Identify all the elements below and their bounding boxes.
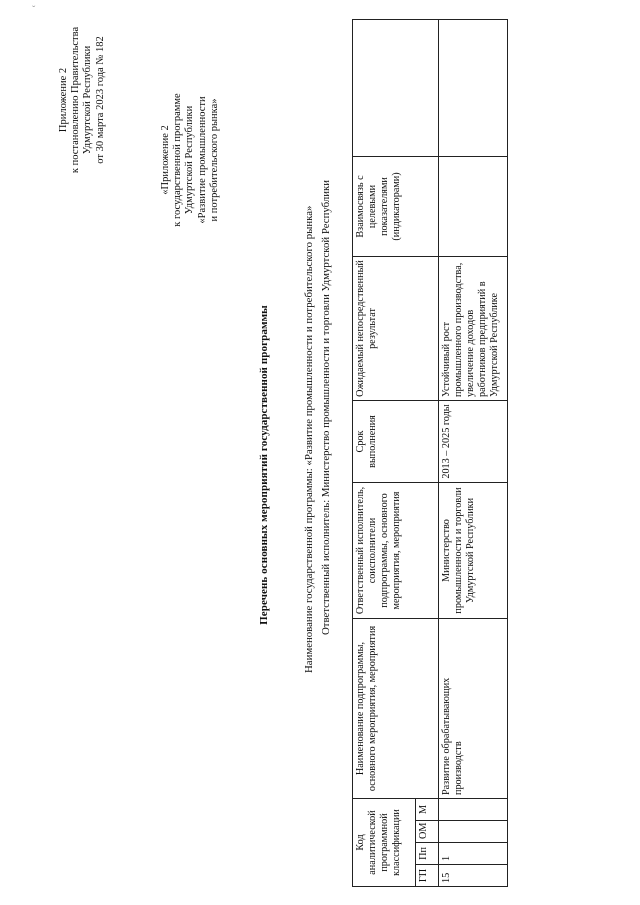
header-om: ОМ bbox=[416, 821, 439, 843]
table-header-row bbox=[353, 20, 416, 887]
program-name-line: Наименование государственной программы: «Развитие промышленности и потребительского рынка» bbox=[303, 205, 315, 673]
cell-responsible: Министерство промышленности и торговли Удмуртской Республики bbox=[439, 483, 508, 619]
header-name: Наименование подпрограммы, основного мероприятия, мероприятия bbox=[353, 619, 439, 799]
header-extra-cell bbox=[353, 20, 439, 157]
cell-om bbox=[439, 821, 508, 843]
header-m: М bbox=[416, 799, 439, 821]
cell-result: Устойчивый рост промышленного производства, увеличение доходов работников предприятий в Удмуртской Республике bbox=[439, 257, 508, 401]
appendix2-line1: «Приложение 2 bbox=[160, 125, 171, 195]
appendix1-line2: к постановлению Правительства bbox=[70, 26, 82, 174]
appendix-decree-reference bbox=[58, 0, 107, 200]
appendix2-line5: и потребительского рынка» bbox=[208, 98, 220, 222]
cell-m bbox=[439, 799, 508, 821]
cell-gp: 15 bbox=[439, 865, 508, 887]
header-result: Ожидаемый непосредственный результат bbox=[353, 257, 439, 401]
appendix2-line4: «Развитие промышленности bbox=[196, 96, 208, 224]
responsible-executor-line: Ответственный исполнитель: Министерство промышленности и торговли Удмуртской Республики bbox=[320, 179, 332, 635]
header-gp: ГП bbox=[416, 865, 439, 887]
header-code: Код аналитической программной классификации bbox=[353, 799, 416, 887]
appendix2-line3: Удмуртской Республики bbox=[184, 105, 196, 215]
header-pp: Пп bbox=[416, 843, 439, 865]
table-row bbox=[439, 20, 508, 887]
cell-name: Развитие обрабатывающих производств bbox=[439, 619, 508, 799]
header-responsible: Ответственный исполнитель, соисполнители подпрограммы, основного мероприятия, мероприятия bbox=[353, 483, 439, 619]
appendix1-line1: Приложение 2 bbox=[58, 67, 69, 133]
cell-pp: 1 bbox=[439, 843, 508, 865]
cell-deadline: 2013 – 2025 годы bbox=[439, 401, 508, 483]
appendix-program-reference bbox=[160, 60, 221, 260]
corner-mark: ˇ bbox=[32, 5, 36, 16]
cell-relation bbox=[439, 157, 508, 257]
document-title: Перечень основных мероприятий государственной программы bbox=[258, 305, 270, 625]
appendix1-line3: Удмуртской Республики bbox=[82, 45, 94, 155]
measures-table bbox=[352, 19, 508, 887]
header-relation: Взаимосвязь с целевыми показателями (индикаторами) bbox=[353, 157, 439, 257]
cell-extra bbox=[439, 20, 508, 157]
appendix2-line2: к государственной программе bbox=[172, 93, 184, 227]
appendix1-line4: от 30 марта 2023 года № 182 bbox=[94, 36, 106, 164]
header-deadline: Срок выполнения bbox=[353, 401, 439, 483]
